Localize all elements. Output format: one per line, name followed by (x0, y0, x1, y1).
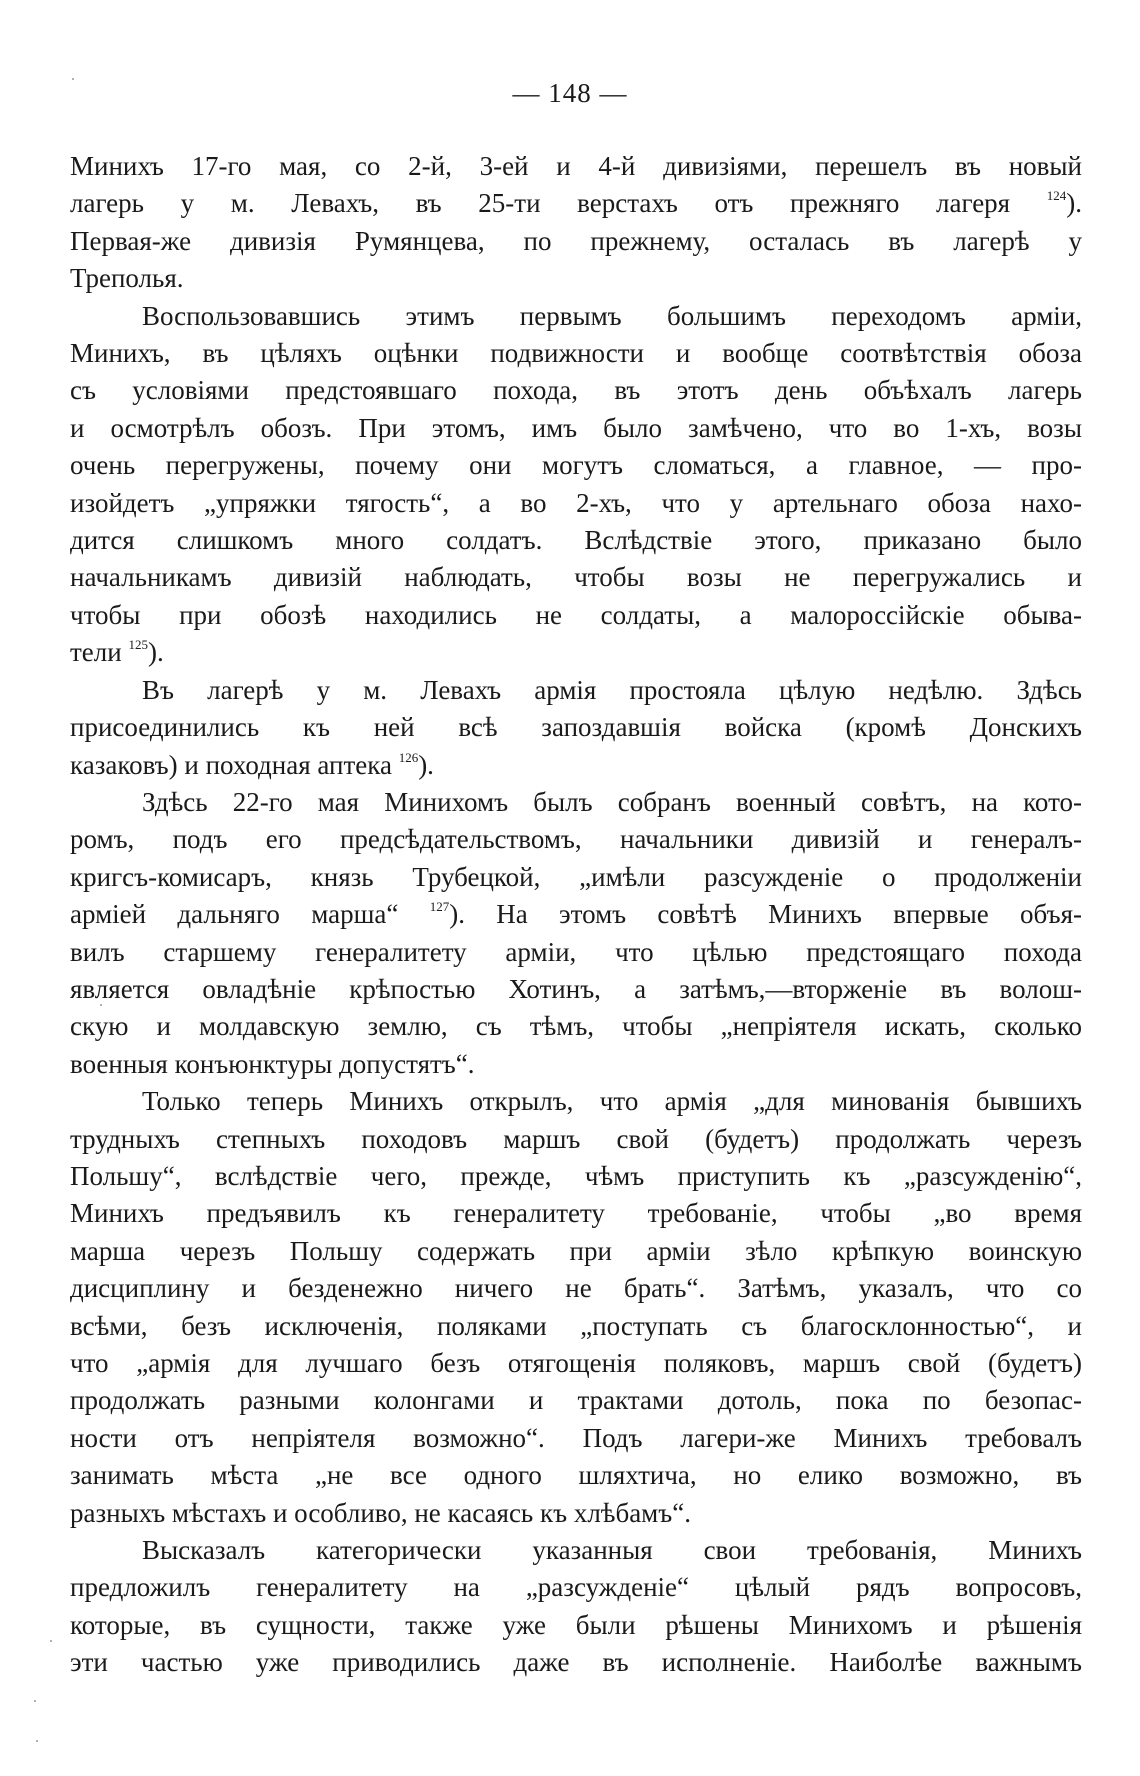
text-line (70, 1495, 1082, 1532)
text-line (70, 1420, 1082, 1457)
text-line-tail: ). (418, 749, 434, 780)
text-line (70, 709, 1082, 746)
text-line (70, 1457, 1082, 1494)
text-line (70, 1195, 1082, 1232)
text-line-content: Минихъ, въ цѣляхъ оцѣнки подвижности и вообще соотвѣтствія обоза (70, 338, 1082, 369)
text-line-content: всѣми, безъ исключенія, поляками „поступать съ благосклонностью“, и (70, 1310, 1082, 1341)
text-line (70, 1607, 1082, 1644)
text-line-tail: ). (1066, 188, 1082, 219)
text-line-content: Польшу“, вслѣдствіе чего, прежде, чѣмъ приступить къ „разсужденію“, (70, 1160, 1082, 1191)
text-line-content: арміей дальняго марша“ (70, 899, 430, 930)
text-line (70, 1046, 1082, 1083)
text-line (70, 934, 1082, 971)
text-line-content: изойдетъ „упряжки тягость“, а во 2-хъ, что у артельнаго обоза нахо- (70, 487, 1082, 518)
text-line-content: которые, въ сущности, также уже были рѣшены Минихомъ и рѣшенія (70, 1609, 1082, 1640)
text-line-content: трудныхъ степныхъ походовъ маршъ свой (будетъ) продолжать черезъ (70, 1123, 1082, 1154)
footnote-ref: 125 (128, 637, 148, 653)
text-line-content: кригсъ-комисаръ, князь Трубецкой, „имѣли разсужденіе о продолженіи (70, 861, 1082, 892)
text-line (70, 1382, 1082, 1419)
page-number: — 148 — (512, 78, 628, 108)
text-line-content: что „армія для лучшаго безъ отягощенія поляковъ, маршъ свой (будетъ) (70, 1348, 1082, 1378)
text-line (70, 672, 1082, 709)
text-line-content: разныхъ мѣстахъ и особливо, не касаясь къ хлѣбамъ“. (70, 1497, 691, 1528)
text-line-content: присоединились къ ней всѣ запоздавшія войска (кромѣ Донскихъ (70, 712, 1082, 743)
scan-speck (100, 1004, 102, 1006)
text-line-content: продолжать разными колонгами и трактами дотоль, пока по безопас- (70, 1385, 1082, 1416)
text-line-content: Только теперь Минихъ открылъ, что армія „для минованія бывшихъ (142, 1086, 1082, 1117)
text-line-content: Высказалъ категорически указанныя свои требованія, Минихъ (142, 1535, 1082, 1566)
text-line (70, 298, 1082, 335)
text-line (70, 148, 1082, 185)
text-line (70, 335, 1082, 372)
text-line-content: эти частью уже приводились даже въ исполненіе. Наиболѣе важнымъ (70, 1647, 1082, 1678)
text-line (70, 410, 1082, 447)
text-line-content: Минихъ 17-го мая, со 2-й, 3-ей и 4-й дивизіями, перешелъ въ новый (70, 151, 1082, 181)
text-line (70, 1569, 1082, 1606)
text-line-content: чтобы при обозѣ находились не солдаты, а малороссійскіе обыва- (70, 599, 1082, 630)
text-line (70, 223, 1082, 260)
text-line-content: дисциплину и безденежно ничего не брать“. Затѣмъ, указалъ, что со (70, 1273, 1082, 1304)
text-line (70, 1345, 1082, 1382)
text-line (70, 1532, 1082, 1569)
text-line (70, 784, 1082, 821)
text-line-content: казаковъ) и походная аптека (70, 749, 399, 780)
text-line-content: тели (70, 637, 129, 668)
footnote-ref: 127 (429, 899, 450, 915)
text-line-content: Въ лагерѣ у м. Левахъ армія простояла цѣлую недѣлю. Здѣсь (142, 674, 1082, 705)
text-line (70, 597, 1082, 634)
text-line (70, 821, 1082, 858)
text-line-content: Треполья. (70, 263, 184, 294)
text-line-tail: ). На этомъ совѣтѣ Минихъ впервые объя- (449, 899, 1082, 930)
text-line-content: и осмотрѣлъ обозъ. При этомъ, имъ было замѣчено, что во 1-хъ, возы (70, 412, 1082, 443)
text-line-content: съ условіями предстоявшаго похода, въ этотъ день объѣхалъ лагерь (70, 375, 1082, 406)
text-line (70, 1233, 1082, 1270)
text-line (70, 185, 1082, 222)
text-line (70, 1270, 1082, 1307)
text-line (70, 260, 1082, 297)
text-line (70, 1083, 1082, 1120)
footnote-ref: 124 (1046, 188, 1067, 204)
footnote-ref: 126 (398, 749, 419, 765)
text-line (70, 971, 1082, 1008)
body-text (70, 148, 1082, 1682)
text-line (70, 485, 1082, 522)
text-line-content: дится слишкомъ много солдатъ. Вслѣдствіе этого, приказано было (70, 525, 1082, 556)
text-line-content: военныя конъюнктуры допустятъ“. (70, 1048, 475, 1079)
text-line (70, 522, 1082, 559)
text-line (70, 447, 1082, 484)
text-line-content: Минихъ предъявилъ къ генералитету требованіе, чтобы „во время (70, 1198, 1082, 1229)
text-line-content: начальникамъ дивизій наблюдать, чтобы возы не перегружались и (70, 562, 1082, 593)
text-line-content: марша черезъ Польшу содержать при арміи зѣло крѣпкую воинскую (70, 1235, 1082, 1266)
text-line (70, 1008, 1082, 1045)
text-line-tail: ). (147, 637, 164, 668)
text-line (70, 747, 1082, 784)
text-line-content: Здѣсь 22-го мая Минихомъ былъ собранъ военный совѣтъ, на кото- (142, 786, 1082, 817)
text-line-content: ромъ, подъ его предсѣдательствомъ, начальники дивизій и генералъ- (70, 824, 1082, 855)
text-line (70, 896, 1082, 933)
scan-speck (50, 1640, 52, 1642)
text-line-content: лагерь у м. Левахъ, въ 25-ти верстахъ отъ прежняго лагеря (70, 188, 1047, 219)
text-line-content: ности отъ непріятеля возможно“. Подъ лагери-же Минихъ требовалъ (70, 1422, 1082, 1453)
text-line (70, 634, 1082, 671)
text-line (70, 1644, 1082, 1681)
text-line-content: предложилъ генералитету на „разсужденіе“ цѣлый рядъ вопросовъ, (70, 1572, 1082, 1603)
text-line-content: вилъ старшему генералитету арміи, что цѣлью предстоящаго похода (70, 936, 1082, 967)
text-line-content: Воспользовавшись этимъ первымъ большимъ переходомъ арміи, (142, 300, 1082, 331)
text-line (70, 559, 1082, 596)
text-line (70, 859, 1082, 896)
scan-speck (72, 78, 74, 80)
text-line (70, 372, 1082, 409)
scan-speck (34, 1700, 36, 1702)
text-line-content: очень перегружены, почему они могутъ сломаться, а главное, — про- (70, 450, 1082, 481)
text-line (70, 1121, 1082, 1158)
text-line-content: является овладѣніе крѣпостью Хотинъ, а затѣмъ,—вторженіе въ волош- (70, 973, 1082, 1004)
text-line-content: занимать мѣста „не все одного шляхтича, но елико возможно, въ (70, 1460, 1082, 1491)
scan-speck (36, 1740, 38, 1742)
text-line-content: Первая-же дивизія Румянцева, по прежнему, осталась въ лагерѣ у (70, 225, 1082, 256)
text-line-content: скую и молдавскую землю, съ тѣмъ, чтобы „непріятеля искать, сколько (70, 1011, 1082, 1042)
text-line (70, 1308, 1082, 1345)
text-line (70, 1158, 1082, 1195)
